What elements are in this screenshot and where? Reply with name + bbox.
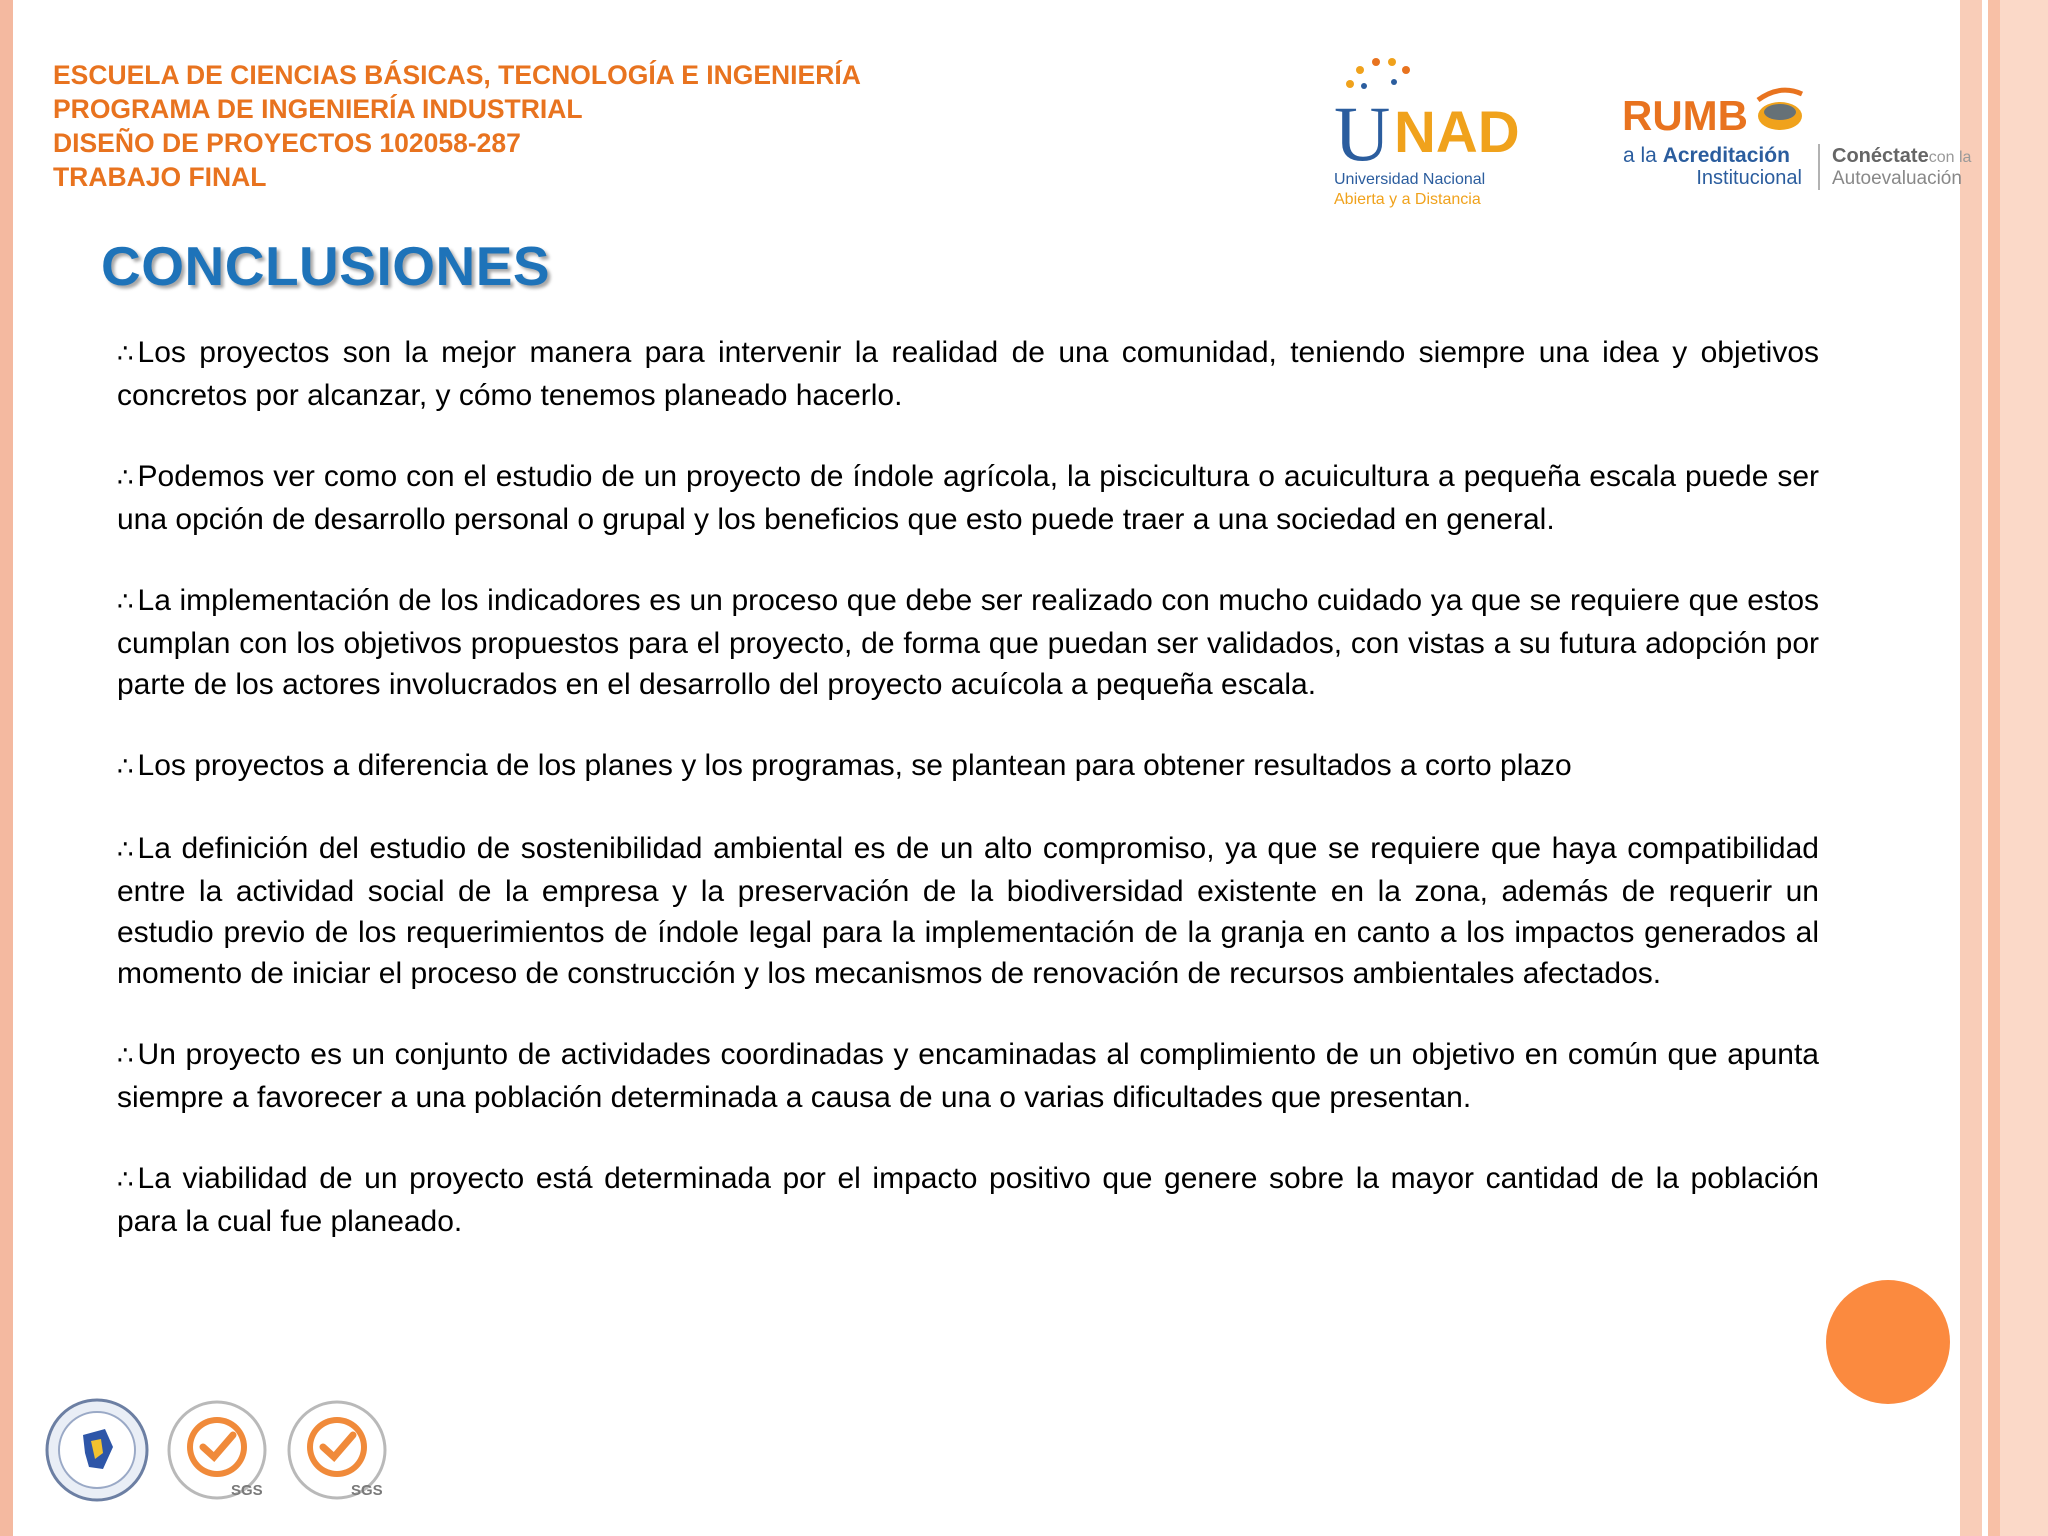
conclusion-item (117, 745, 1819, 788)
conclusion-text: Los proyectos a diferencia de los planes y los programas, se plantean para obtener resultados a corto plazo (137, 749, 1572, 782)
conclusion-text: Podemos ver como con el estudio de un proyecto de índole agrícola, la piscicultura o acuicultura a pequeña escala puede ser una opción de desarrollo personal o grupal y los beneficios que esto puede traer a una sociedad en general. (117, 460, 1819, 536)
right-stripe-edge (2000, 0, 2048, 1536)
conclusion-text: La viabilidad de un proyecto está determinada por el impacto positivo que genere sobre la mayor cantidad de la población para la cual fue planeado. (117, 1162, 1819, 1238)
therefore-bullet-icon: ∴ (117, 587, 134, 617)
unad-mark-nad: NAD (1394, 100, 1520, 165)
right-stripe (1988, 0, 2000, 1536)
therefore-bullet-icon: ∴ (117, 835, 134, 865)
rumbo-prefix: a la Acreditación (1623, 144, 1790, 167)
unad-line2: Abierta y a Distancia (1334, 191, 1481, 208)
conclusion-item (117, 580, 1819, 705)
conclusion-text: La definición del estudio de sostenibilidad ambiental es de un alto compromiso, ya que se requiere que haya compatibilidad entre la actividad social de la empresa y la preservación de la biodiversidad existente en la zona, además de requerir un estudio previo de los requerimientos de índole legal para la implementación de la granja en canto a los impactos generados al momento de iniciar el proceso de construcción y los mecanismos de renovación de recursos ambientales afectados. (117, 832, 1819, 990)
therefore-bullet-icon: ∴ (117, 463, 134, 493)
header-course: DISEÑO DE PROYECTOS 102058-287 (53, 128, 521, 158)
unad-logo (1334, 52, 1534, 222)
left-stripe (0, 0, 13, 1536)
conclusion-item (117, 1158, 1819, 1242)
rumbo-sub: Institucional (1696, 167, 1802, 189)
rumbo-right1: Conéctatecon la (1832, 145, 1972, 167)
slide-title: CONCLUSIONES (101, 235, 551, 297)
unad-dots (1346, 58, 1410, 89)
right-stripe (1960, 0, 1982, 1536)
conclusion-item (117, 332, 1819, 416)
decorative-circle (1826, 1280, 1950, 1404)
therefore-bullet-icon: ∴ (117, 1041, 134, 1071)
sgs-seal-icon (289, 1402, 385, 1499)
conclusion-item (117, 456, 1819, 540)
conclusion-item (117, 1034, 1819, 1118)
certification-seals (45, 1395, 405, 1505)
colombia-seal-icon (47, 1400, 147, 1500)
rumbo-mark: RUMB (1622, 92, 1748, 139)
sgs-label: SGS (351, 1482, 383, 1499)
header-school: ESCUELA DE CIENCIAS BÁSICAS, TECNOLOGÍA E INGENIERÍA (53, 60, 861, 90)
unad-line1: Universidad Nacional (1334, 171, 1486, 188)
conclusion-text: Un proyecto es un conjunto de actividades coordinadas y encaminadas al complimiento de un objetivo en común que apunta siempre a favorecer a una población determinada a causa de una o varias dificultades que presentan. (117, 1038, 1819, 1114)
rumbo-swirl-icon (1758, 90, 1802, 130)
conclusion-item (117, 828, 1819, 994)
therefore-bullet-icon: ∴ (117, 752, 134, 782)
rumbo-logo (1620, 80, 2020, 200)
unad-mark-u: U (1334, 90, 1391, 177)
sgs-seal-icon (169, 1402, 265, 1499)
therefore-bullet-icon: ∴ (117, 339, 134, 369)
conclusion-text: La implementación de los indicadores es un proceso que debe ser realizado con mucho cuidado ya que se requiere que estos cumplan con los objetivos propuestos para el proyecto, de forma que puedan ser validados, con vistas a su futura adopción por parte de los actores involucrados en el desarrollo del proyecto acuícola a pequeña escala. (117, 584, 1819, 701)
therefore-bullet-icon: ∴ (117, 1165, 134, 1195)
conclusions-list (117, 332, 1819, 1282)
header-program: PROGRAMA DE INGENIERÍA INDUSTRIAL (53, 94, 583, 124)
conclusion-text: Los proyectos son la mejor manera para intervenir la realidad de una comunidad, teniendo siempre una idea y objetivos concretos por alcanzar, y cómo tenemos planeado hacerlo. (117, 336, 1819, 412)
header-assignment: TRABAJO FINAL (53, 162, 267, 192)
sgs-label: SGS (231, 1482, 263, 1499)
institution-header (53, 58, 861, 194)
rumbo-right2: Autoevaluación (1832, 168, 1962, 189)
